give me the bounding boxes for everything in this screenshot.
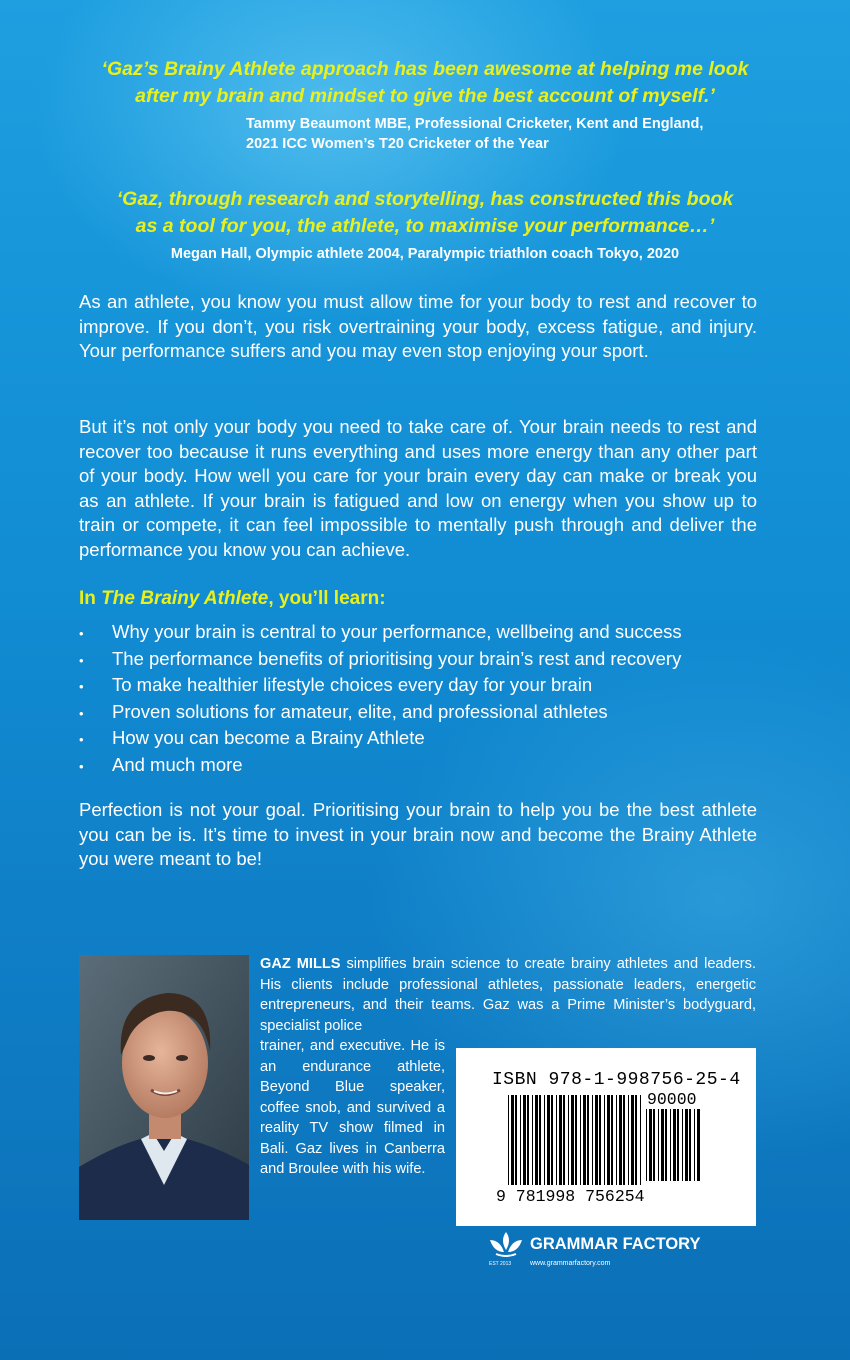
barcode-bar [619,1095,622,1185]
barcode-bar [587,1095,589,1185]
barcode-bar [547,1095,550,1185]
book-title: The Brainy Athlete [101,588,269,609]
bio-text: simplifies brain science to create brainy athletes and leaders. His clients include professional athletes, passionate leaders, energetic entrepreneurs, and their teams. Gaz was a Prime Minister’s bodyguard, specialist police [260,956,756,1034]
list-item-text: How you can become a Brainy Athlete [112,727,425,749]
barcode-bar [673,1109,676,1181]
quote-line: as a tool for you, the athlete, to maximise your performance…’ [135,215,715,237]
learn-heading-pre: In [79,588,102,609]
barcode-bar [697,1109,700,1181]
attribution-line: Megan Hall, Olympic athlete 2004, Paralympic triathlon coach Tokyo, 2020 [170,246,680,262]
list-item [79,700,682,727]
barcode-bar [628,1095,629,1185]
attribution-line: 2021 ICC Women’s T20 Cricketer of the Year [246,136,549,152]
barcode-bar [599,1095,601,1185]
list-item [79,647,682,674]
list-item-text: The performance benefits of prioritising your brain’s rest and recovery [112,647,682,669]
barcode-bar [635,1095,637,1185]
barcode-bar [583,1095,586,1185]
barcode-icon [508,1095,643,1185]
quote-text [0,56,850,110]
blurb-paragraph-2: But it’s not only your body you need to take care of. Your brain needs to rest and recover too because it runs everything and uses more energy than any other part of your body. How well you care for your brain every day can make or break you as an athlete. If your brain is fatigued and low on energy when you show up to train or compete, it can feel impossible to mentally push through and deliver the performance you know you can achieve. [79,416,757,560]
barcode-bar [532,1095,533,1185]
bullet-icon: • [79,679,84,695]
bullet-icon: • [79,732,84,748]
barcode-bar [640,1095,641,1185]
barcode-bar [511,1095,514,1185]
learn-list [79,620,682,780]
endorsement-quote-2 [0,186,850,264]
quote-attribution [0,244,850,264]
quote-line: after my brain and mindset to give the best account of myself.’ [135,85,715,107]
publisher-established: EST 2013 [489,1261,512,1267]
barcode-number: 9 781998 756254 [496,1187,645,1206]
quote-line: ‘Gaz, through research and storytelling, has constructed this book [116,188,734,210]
barcode-bar [515,1095,517,1185]
list-item-text: To make healthier lifestyle choices every day for your brain [112,674,593,696]
publisher-name: GRAMMAR FACTORY [530,1235,701,1253]
price-barcode-icon [646,1109,701,1181]
bullet-icon: • [79,626,84,641]
barcode-bar [520,1095,521,1185]
author-photo [79,955,249,1220]
barcode-bar [592,1095,593,1185]
bio-narrow: trainer, and executive. He is an endurance athlete, Beyond Blue speaker, coffee snob, and survived a reality TV show filmed in Bali. Gaz lives in Canberra and Broulee with his wife. [260,1038,445,1177]
barcode-box [456,1048,756,1226]
barcode-bar [677,1109,679,1181]
bullet-icon: • [79,705,84,721]
barcode-bar [665,1109,667,1181]
barcode-bar [551,1095,553,1185]
barcode-bar [623,1095,625,1185]
barcode-bar [580,1095,581,1185]
attribution-line: Tammy Beaumont MBE, Professional Cricketer, Kent and England, [246,116,704,132]
barcode-bar [611,1095,613,1185]
learn-heading [79,588,386,610]
quote-attribution [246,114,850,154]
barcode-bar [689,1109,691,1181]
barcode-bar [595,1095,598,1185]
barcode-bar [571,1095,574,1185]
bullet-icon: • [79,758,84,774]
barcode-bar [535,1095,538,1185]
barcode-bar [649,1109,652,1181]
isbn-label: ISBN 978-1-998756-25-4 [492,1070,741,1090]
barcode-bar [670,1109,671,1181]
barcode-bar [563,1095,565,1185]
list-item-text: Proven solutions for amateur, elite, and professional athletes [112,700,608,722]
publisher-flower-icon [486,1228,526,1262]
list-item [79,620,682,647]
barcode-bar [539,1095,541,1185]
publisher-url: www.grammarfactory.com [530,1260,611,1267]
barcode-bar [544,1095,545,1185]
barcode-bar [559,1095,562,1185]
barcode-bar [575,1095,577,1185]
endorsement-quote-1 [0,56,850,154]
barcode-bar [616,1095,617,1185]
barcode-bar [685,1109,688,1181]
list-item [79,673,682,700]
list-item-text: Why your brain is central to your performance, wellbeing and success [112,621,682,642]
barcode-bar [556,1095,557,1185]
barcode-bar [661,1109,664,1181]
barcode-bar [527,1095,529,1185]
barcode-bar [568,1095,569,1185]
barcode-bar [508,1095,509,1185]
list-item [79,753,682,780]
bio-wide [260,954,756,1036]
closing-paragraph: Perfection is not your goal. Prioritising your brain to help you be the best athlete you can be is. It’s time to invest in your brain now and become the Brainy Athlete you were meant to be! [79,799,757,870]
barcode-bar [604,1095,605,1185]
barcode-bar [658,1109,659,1181]
publisher-logo-block [486,1228,716,1278]
price-code: 90000 [647,1090,697,1109]
quote-line: ‘Gaz’s Brainy Athlete approach has been awesome at helping me look [101,58,749,80]
barcode-bar [694,1109,695,1181]
barcode-bar [523,1095,526,1185]
blurb-paragraph-1: As an athlete, you know you must allow time for your body to rest and recover to improve. If you don’t, you risk overtraining your body, excess fatigue, and injury. Your performance suffers and you may even stop enjoying your sport. [79,291,757,362]
barcode-bar [682,1109,683,1181]
barcode-bar [631,1095,634,1185]
barcode-bar [607,1095,610,1185]
list-item-text: And much more [112,753,243,775]
author-name: GAZ MILLS [260,956,341,972]
barcode-bar [646,1109,647,1181]
list-item [79,726,682,753]
learn-heading-post: , you’ll learn: [268,588,386,609]
barcode-bar [653,1109,655,1181]
quote-text [0,186,850,240]
bullet-icon: • [79,652,84,668]
